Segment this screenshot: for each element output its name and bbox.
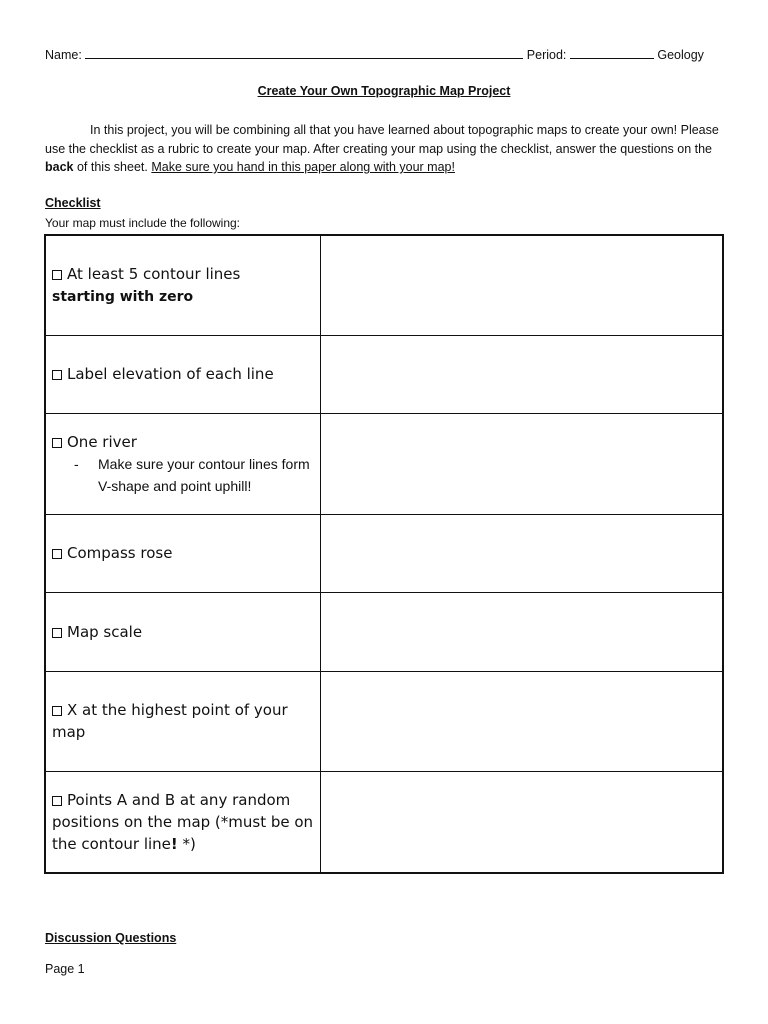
item-label: Compass rose (67, 544, 173, 562)
checklist-item (45, 592, 321, 671)
checkbox-icon[interactable] (52, 796, 62, 806)
checklist-answer-cell (321, 413, 724, 514)
checklist-item (45, 514, 321, 592)
item-label: Label elevation of each line (67, 365, 274, 383)
checklist-answer-cell (321, 514, 724, 592)
checklist-row (45, 235, 723, 335)
checklist-table (44, 234, 724, 874)
item-tail: *) (177, 834, 196, 853)
checklist-item (45, 413, 321, 514)
checkbox-icon[interactable] (52, 549, 62, 559)
page-title: Create Your Own Topographic Map Project (257, 84, 511, 98)
item-bold-line: starting with zero (52, 288, 194, 305)
sub-bullet-text: Make sure your contour lines form V-shape and point uphill! (98, 455, 310, 494)
name-blank[interactable] (85, 46, 523, 59)
intro-text-1: In this project, you will be combining all that you have learned about topographic maps to create your own! Please use the checklist as a rubric to create your map. After creating your map using the checklist, answer the questions on the (45, 123, 719, 156)
checkbox-icon[interactable] (52, 438, 62, 448)
item-label: Map scale (67, 622, 143, 641)
checklist-item (45, 671, 321, 771)
checkbox-icon[interactable] (52, 270, 62, 280)
checklist-row (45, 671, 723, 771)
checklist-item (45, 771, 321, 873)
checklist-answer-cell (321, 235, 724, 335)
item-label: One river (67, 432, 137, 451)
checklist-row (45, 592, 723, 671)
item-label: X at the highest point of your map (52, 701, 288, 741)
intro-bold-word: back (45, 160, 74, 174)
intro-underlined-instruction: Make sure you hand in this paper along with your map! (151, 160, 455, 174)
checklist-row (45, 771, 723, 873)
subject-label: Geology (657, 48, 704, 62)
item-label: At least 5 contour lines (67, 264, 241, 283)
checklist-heading: Checklist (45, 196, 101, 210)
checklist-row (45, 335, 723, 413)
checklist-answer-cell (321, 771, 724, 873)
checklist-row (45, 514, 723, 592)
checklist-answer-cell (321, 671, 724, 771)
intro-paragraph (45, 121, 725, 177)
checklist-answer-cell (321, 592, 724, 671)
intro-text-2: of this sheet. (73, 160, 152, 174)
item-label: Points A and B at any random positions on the map (*must be on the contour line (52, 790, 314, 853)
checkbox-icon[interactable] (52, 370, 62, 380)
checkbox-icon[interactable] (52, 706, 62, 716)
checkbox-icon[interactable] (52, 628, 62, 638)
item-bold-tail: ! (170, 834, 178, 853)
checklist-item (45, 235, 321, 335)
checklist-item (45, 335, 321, 413)
discussion-heading: Discussion Questions (45, 931, 177, 945)
period-blank[interactable] (570, 46, 654, 59)
page-number: Page 1 (45, 962, 85, 976)
name-label: Name: (45, 48, 82, 62)
period-label: Period: (526, 48, 567, 62)
sub-bullet-item (52, 453, 314, 497)
student-header (45, 46, 725, 62)
dash-bullet-icon: - (74, 455, 79, 472)
checklist-row (45, 413, 723, 514)
checklist-answer-cell (321, 335, 724, 413)
checklist-subheading: Your map must include the following: (45, 216, 240, 230)
